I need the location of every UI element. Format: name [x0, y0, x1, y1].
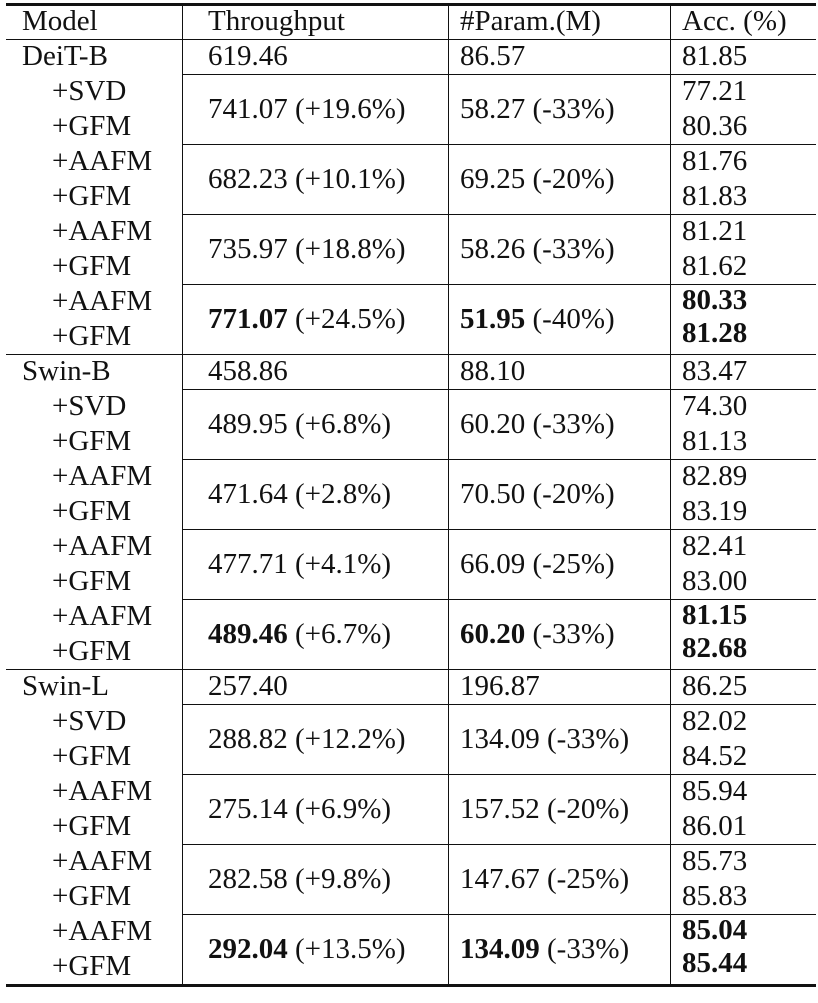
method-label: +GFM: [52, 250, 132, 282]
variant-accs: [682, 599, 812, 669]
base-throughput-text: 257.40: [208, 670, 288, 702]
base-throughput: [208, 39, 448, 74]
variant-labels: [22, 599, 212, 669]
rule-line: [182, 214, 816, 215]
base-params-text: 88.10: [460, 355, 526, 387]
header-model: [22, 3, 182, 39]
base-model-text: Swin-L: [22, 670, 109, 702]
variant-throughput: [208, 389, 448, 459]
base-row: [6, 39, 816, 74]
base-acc-text: 83.47: [682, 355, 748, 387]
rule-line: [182, 844, 816, 845]
throughput-delta: (+10.1%): [295, 162, 406, 195]
results-table: [6, 3, 816, 998]
acc-value: 85.94: [682, 775, 748, 807]
params-value: 70.50: [460, 477, 526, 510]
base-model: [22, 669, 182, 704]
rule-line: [6, 39, 816, 40]
params-delta: (-20%): [532, 162, 615, 195]
base-throughput: [208, 669, 448, 704]
acc-value: 81.13: [682, 425, 748, 457]
acc-value: 84.52: [682, 740, 748, 772]
header-throughput-text: Throughput: [208, 4, 345, 37]
header-acc: [682, 3, 812, 39]
params-delta: (-33%): [547, 722, 630, 755]
throughput-value: 741.07: [208, 92, 288, 125]
base-model-text: Swin-B: [22, 355, 111, 387]
method-label: +AAFM: [52, 530, 153, 562]
variant-row: [6, 284, 816, 354]
acc-value: 74.30: [682, 390, 748, 422]
throughput-delta: (+4.1%): [295, 547, 392, 580]
variant-labels: [22, 284, 212, 354]
base-params-text: 196.87: [460, 670, 540, 702]
throughput-delta: (+13.5%): [295, 932, 406, 965]
variant-row: [6, 774, 816, 844]
variant-throughput: [208, 774, 448, 844]
variant-row: [6, 914, 816, 984]
base-params: [460, 669, 670, 704]
variant-accs: [682, 214, 812, 284]
method-label: +SVD: [52, 75, 127, 107]
acc-value: 80.36: [682, 110, 748, 142]
variant-params: [460, 529, 670, 599]
variant-row: [6, 844, 816, 914]
method-label: +AAFM: [52, 845, 153, 877]
throughput-delta: (+6.8%): [295, 407, 392, 440]
acc-value: 85.04: [682, 914, 748, 946]
throughput-delta: (+19.6%): [295, 92, 406, 125]
throughput-value: 771.07: [208, 302, 288, 335]
variant-row: [6, 599, 816, 669]
params-value: 51.95: [460, 302, 526, 335]
throughput-delta: (+18.8%): [295, 232, 406, 265]
params-value: 134.09: [460, 932, 540, 965]
throughput-value: 489.95: [208, 407, 288, 440]
base-row: [6, 669, 816, 704]
variant-params: [460, 144, 670, 214]
base-acc: [682, 39, 812, 74]
variant-throughput: [208, 284, 448, 354]
throughput-value: 489.46: [208, 617, 288, 650]
base-throughput: [208, 354, 448, 389]
rule-line: [182, 74, 816, 75]
variant-throughput: [208, 74, 448, 144]
variant-params: [460, 599, 670, 669]
acc-value: 81.62: [682, 250, 748, 282]
method-label: +GFM: [52, 810, 132, 842]
method-label: +SVD: [52, 705, 127, 737]
variant-labels: [22, 704, 212, 774]
rule-line: [182, 389, 816, 390]
base-acc-text: 86.25: [682, 670, 748, 702]
throughput-value: 477.71: [208, 547, 288, 580]
params-delta: (-20%): [547, 792, 630, 825]
variant-labels: [22, 529, 212, 599]
base-model-text: DeiT-B: [22, 40, 108, 72]
variant-accs: [682, 74, 812, 144]
rule-line: [6, 3, 816, 6]
params-delta: (-33%): [532, 232, 615, 265]
variant-params: [460, 214, 670, 284]
variant-row: [6, 704, 816, 774]
variant-labels: [22, 774, 212, 844]
method-label: +AAFM: [52, 460, 153, 492]
throughput-delta: (+6.9%): [295, 792, 392, 825]
variant-accs: [682, 529, 812, 599]
throughput-delta: (+24.5%): [295, 302, 406, 335]
vline-params: [670, 3, 671, 984]
variant-labels: [22, 74, 212, 144]
acc-value: 81.28: [682, 317, 748, 349]
params-value: 134.09: [460, 722, 540, 755]
acc-value: 82.41: [682, 530, 748, 562]
params-delta: (-25%): [547, 862, 630, 895]
throughput-delta: (+9.8%): [295, 862, 392, 895]
method-label: +AAFM: [52, 775, 153, 807]
base-params: [460, 354, 670, 389]
variant-params: [460, 459, 670, 529]
variant-labels: [22, 214, 212, 284]
variant-throughput: [208, 844, 448, 914]
base-model: [22, 354, 182, 389]
rule-line: [182, 914, 816, 915]
base-model: [22, 39, 182, 74]
variant-throughput: [208, 529, 448, 599]
method-label: +GFM: [52, 425, 132, 457]
params-value: 66.09: [460, 547, 526, 580]
params-delta: (-33%): [532, 407, 615, 440]
variant-accs: [682, 389, 812, 459]
variant-params: [460, 774, 670, 844]
variant-accs: [682, 144, 812, 214]
method-label: +GFM: [52, 950, 132, 982]
method-label: +AAFM: [52, 600, 153, 632]
method-label: +SVD: [52, 390, 127, 422]
method-label: +AAFM: [52, 285, 153, 317]
base-throughput-text: 619.46: [208, 40, 288, 72]
variant-params: [460, 914, 670, 984]
throughput-delta: (+2.8%): [295, 477, 392, 510]
method-label: +GFM: [52, 180, 132, 212]
params-delta: (-20%): [532, 477, 615, 510]
rule-line: [182, 599, 816, 600]
acc-value: 80.33: [682, 284, 748, 316]
base-throughput-text: 458.86: [208, 355, 288, 387]
throughput-delta: (+12.2%): [295, 722, 406, 755]
params-delta: (-25%): [532, 547, 615, 580]
method-label: +AAFM: [52, 915, 153, 947]
variant-params: [460, 844, 670, 914]
params-value: 147.67: [460, 862, 540, 895]
acc-value: 82.89: [682, 460, 748, 492]
variant-labels: [22, 459, 212, 529]
variant-labels: [22, 389, 212, 459]
acc-value: 81.83: [682, 180, 748, 212]
method-label: +AAFM: [52, 215, 153, 247]
method-label: +GFM: [52, 740, 132, 772]
variant-row: [6, 459, 816, 529]
acc-value: 82.68: [682, 632, 748, 664]
throughput-value: 292.04: [208, 932, 288, 965]
variant-throughput: [208, 914, 448, 984]
params-value: 58.26: [460, 232, 526, 265]
variant-throughput: [208, 459, 448, 529]
variant-throughput: [208, 599, 448, 669]
variant-params: [460, 284, 670, 354]
method-label: +GFM: [52, 110, 132, 142]
base-params: [460, 39, 670, 74]
acc-value: 85.44: [682, 947, 748, 979]
throughput-value: 735.97: [208, 232, 288, 265]
header-acc-text: Acc. (%): [682, 4, 787, 37]
base-acc: [682, 669, 812, 704]
acc-value: 83.00: [682, 565, 748, 597]
variant-accs: [682, 704, 812, 774]
params-value: 69.25: [460, 162, 526, 195]
method-label: +GFM: [52, 320, 132, 352]
rule-line: [182, 144, 816, 145]
acc-value: 85.73: [682, 845, 748, 877]
params-delta: (-33%): [532, 617, 615, 650]
header-row: [6, 3, 816, 39]
rule-line: [182, 459, 816, 460]
vline-throughput: [448, 3, 449, 984]
base-acc: [682, 354, 812, 389]
method-label: +GFM: [52, 635, 132, 667]
params-delta: (-33%): [532, 92, 615, 125]
acc-value: 83.19: [682, 495, 748, 527]
variant-throughput: [208, 214, 448, 284]
variant-throughput: [208, 144, 448, 214]
variant-row: [6, 389, 816, 459]
vline-model: [182, 3, 183, 984]
variant-accs: [682, 844, 812, 914]
variant-params: [460, 74, 670, 144]
header-params-text: #Param.(M): [460, 4, 601, 37]
acc-value: 81.76: [682, 145, 748, 177]
rule-line: [6, 984, 816, 987]
throughput-value: 275.14: [208, 792, 288, 825]
variant-accs: [682, 774, 812, 844]
variant-row: [6, 74, 816, 144]
header-params: [460, 3, 670, 39]
base-params-text: 86.57: [460, 40, 526, 72]
variant-labels: [22, 914, 212, 984]
variant-row: [6, 214, 816, 284]
throughput-value: 288.82: [208, 722, 288, 755]
variant-accs: [682, 284, 812, 354]
variant-labels: [22, 144, 212, 214]
params-delta: (-40%): [532, 302, 615, 335]
variant-labels: [22, 844, 212, 914]
throughput-value: 282.58: [208, 862, 288, 895]
acc-value: 86.01: [682, 810, 748, 842]
header-model-text: Model: [22, 4, 98, 37]
rule-line: [182, 774, 816, 775]
params-value: 60.20: [460, 617, 526, 650]
throughput-value: 471.64: [208, 477, 288, 510]
throughput-delta: (+6.7%): [295, 617, 392, 650]
method-label: +AAFM: [52, 145, 153, 177]
variant-row: [6, 529, 816, 599]
variant-throughput: [208, 704, 448, 774]
params-value: 60.20: [460, 407, 526, 440]
acc-value: 77.21: [682, 75, 748, 107]
base-row: [6, 354, 816, 389]
rule-line: [182, 284, 816, 285]
header-throughput: [208, 3, 448, 39]
params-value: 157.52: [460, 792, 540, 825]
rule-line: [182, 704, 816, 705]
rule-line: [6, 669, 816, 670]
rule-line: [182, 529, 816, 530]
variant-row: [6, 144, 816, 214]
method-label: +GFM: [52, 880, 132, 912]
method-label: +GFM: [52, 495, 132, 527]
rule-line: [6, 354, 816, 355]
variant-accs: [682, 459, 812, 529]
base-acc-text: 81.85: [682, 40, 748, 72]
method-label: +GFM: [52, 565, 132, 597]
throughput-value: 682.23: [208, 162, 288, 195]
acc-value: 85.83: [682, 880, 748, 912]
variant-params: [460, 389, 670, 459]
variant-accs: [682, 914, 812, 984]
params-value: 58.27: [460, 92, 526, 125]
variant-params: [460, 704, 670, 774]
params-delta: (-33%): [547, 932, 630, 965]
acc-value: 82.02: [682, 705, 748, 737]
acc-value: 81.21: [682, 215, 748, 247]
acc-value: 81.15: [682, 599, 748, 631]
